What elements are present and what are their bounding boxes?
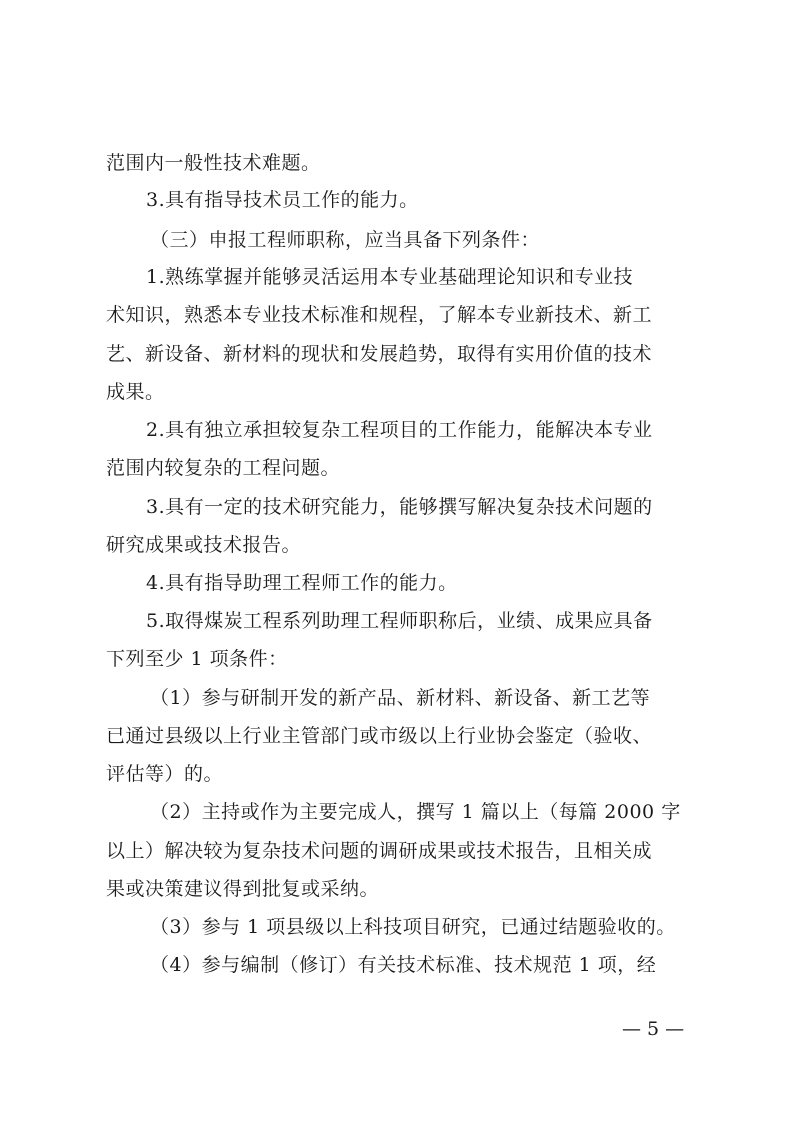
page-number: — 5 — <box>622 1018 685 1040</box>
text-line: 成果。 <box>106 381 165 403</box>
text-line: 评估等）的。 <box>106 763 224 785</box>
text-line: 下列至少 1 项条件： <box>106 648 288 670</box>
text-line: 1.熟练掌握并能够灵活运用本专业基础理论知识和专业技 <box>146 266 634 288</box>
text-line: 3.具有一定的技术研究能力，能够撰写解决复杂技术问题的 <box>146 496 653 518</box>
text-line: 术知识，熟悉本专业技术标准和规程，了解本专业新技术、新工 <box>106 304 653 326</box>
text-line: （1）参与研制开发的新产品、新材料、新设备、新工艺等 <box>150 687 651 709</box>
text-line: （三）申报工程师职称，应当具备下列条件： <box>150 229 541 251</box>
text-line: 范围内一般性技术难题。 <box>106 152 321 174</box>
text-line: 果或决策建议得到批复或采纳。 <box>106 878 380 900</box>
text-line: 2.具有独立承担较复杂工程项目的工作能力，能解决本专业 <box>146 419 653 441</box>
text-line: 5.取得煤炭工程系列助理工程师职称后，业绩、成果应具备 <box>146 610 653 632</box>
text-line: （2）主持或作为主要完成人，撰写 1 篇以上（每篇 2000 字 <box>150 801 681 823</box>
text-line: 4.具有指导助理工程师工作的能力。 <box>146 572 458 594</box>
text-line: 研究成果或技术报告。 <box>106 534 302 556</box>
text-line: 范围内较复杂的工程问题。 <box>106 457 341 479</box>
text-line: （4）参与编制（修订）有关技术标准、技术规范 1 项，经 <box>150 954 657 976</box>
text-line: 以上）解决较为复杂技术问题的调研成果或技术报告，且相关成 <box>106 840 653 862</box>
text-line: 艺、新设备、新材料的现状和发展趋势，取得有实用价值的技术 <box>106 343 653 365</box>
text-line: 3.具有指导技术员工作的能力。 <box>146 189 419 211</box>
text-line: 已通过县级以上行业主管部门或市级以上行业协会鉴定（验收、 <box>106 725 653 747</box>
text-line: （3）参与 1 项县级以上科技项目研究，已通过结题验收的。 <box>150 916 676 938</box>
